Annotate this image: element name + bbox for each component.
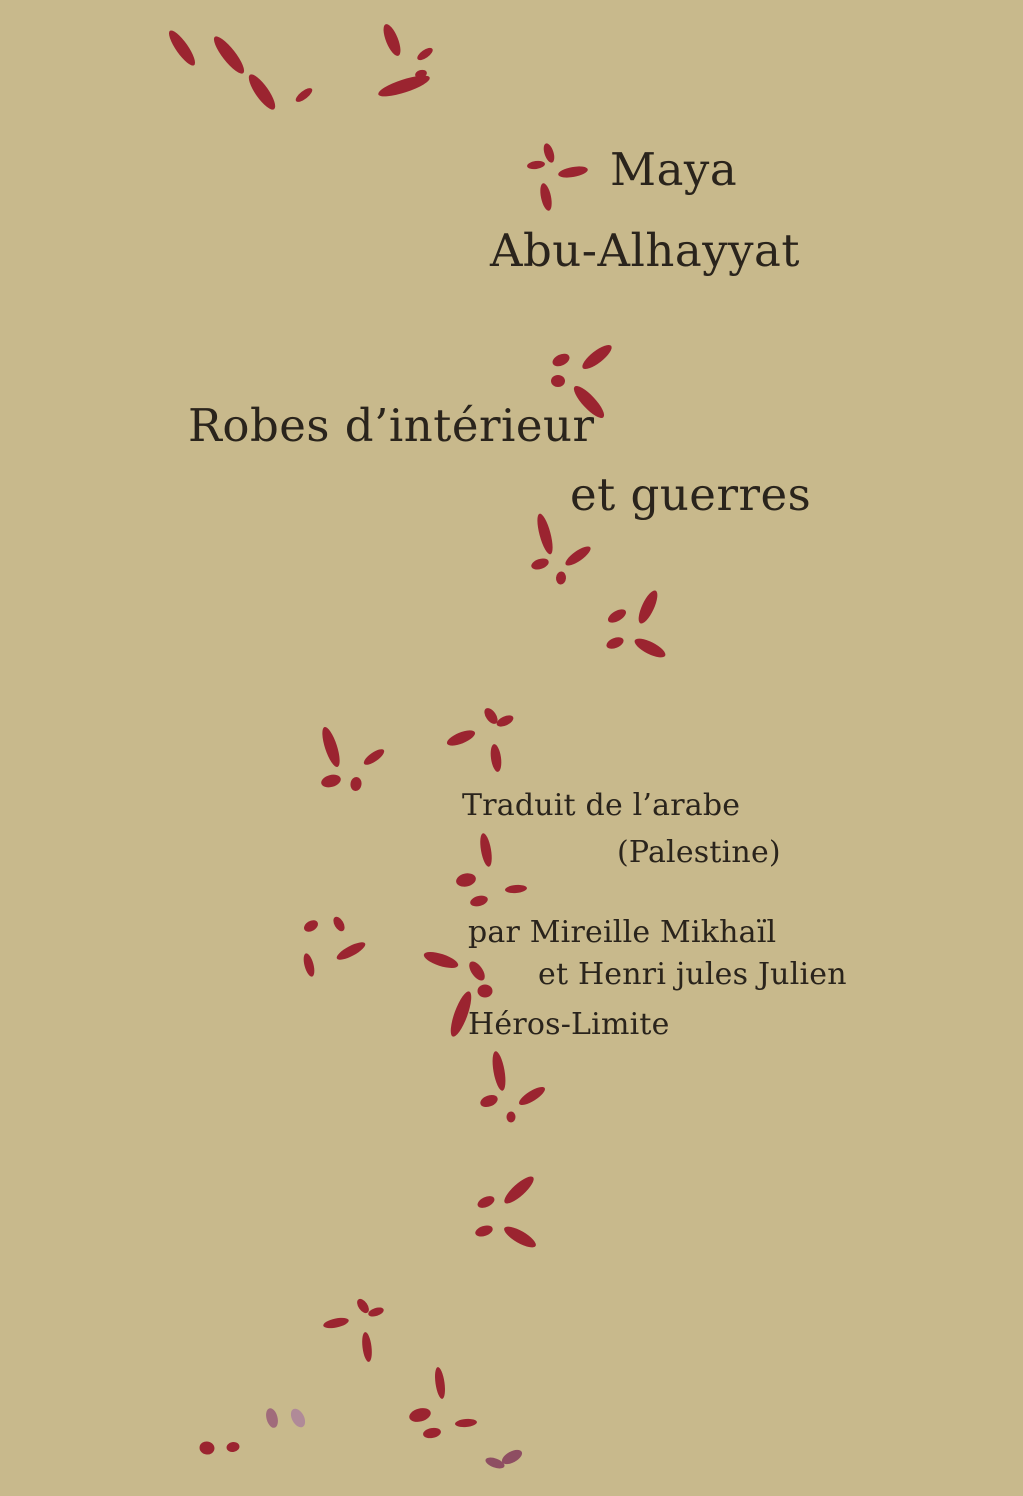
petal-mark xyxy=(551,351,572,369)
petal-mark xyxy=(557,164,588,179)
petal-mark xyxy=(478,832,494,867)
petal-mark xyxy=(495,713,515,729)
petal-mark xyxy=(455,1418,478,1428)
petal-mark xyxy=(433,1367,446,1400)
petal-mark xyxy=(422,949,460,972)
petal-mark xyxy=(542,142,557,164)
petal-mark xyxy=(415,46,434,63)
petal-mark xyxy=(555,571,566,585)
petal-mark xyxy=(632,635,668,661)
petal-mark xyxy=(489,743,503,772)
petal-mark xyxy=(517,1084,548,1108)
petal-mark xyxy=(361,1332,374,1363)
petal-mark xyxy=(563,543,593,568)
petal-mark xyxy=(376,71,431,100)
petal-mark xyxy=(501,1173,537,1207)
petal-mark xyxy=(551,375,565,387)
petal-mark xyxy=(380,22,404,58)
petal-mark xyxy=(302,952,317,978)
petal-mark xyxy=(605,635,625,651)
petal-mark xyxy=(469,894,489,908)
petal-mark xyxy=(350,776,363,791)
petal-mark xyxy=(445,727,477,748)
petal-mark xyxy=(530,556,550,571)
book-title-line2: et guerres xyxy=(570,468,812,521)
petal-mark xyxy=(288,1406,308,1429)
petal-mark xyxy=(507,1112,516,1123)
petal-mark xyxy=(362,746,387,767)
petal-mark xyxy=(534,512,555,555)
petal-mark xyxy=(635,588,661,626)
petal-mark xyxy=(490,1050,508,1091)
petal-mark xyxy=(474,1223,494,1238)
petal-mark xyxy=(476,1194,497,1211)
petal-mark xyxy=(320,773,342,790)
petal-mark xyxy=(501,1223,538,1251)
petal-mark xyxy=(527,160,546,170)
petal-mark xyxy=(367,1306,385,1319)
petal-mark xyxy=(210,33,249,77)
petal-mark xyxy=(264,1407,280,1429)
petal-mark xyxy=(226,1441,241,1453)
translator-names-line2: et Henri jules Julien xyxy=(538,957,847,992)
petal-mark xyxy=(422,1427,441,1440)
translation-credit-line1: Traduit de l’arabe xyxy=(462,788,741,823)
petal-mark xyxy=(165,27,199,68)
petal-mark xyxy=(331,915,347,933)
petal-mark xyxy=(302,918,320,934)
petal-mark xyxy=(335,939,368,963)
petal-mark xyxy=(484,1455,506,1470)
petal-mark xyxy=(319,725,343,769)
petal-mark xyxy=(245,71,280,113)
translation-credit-line2: (Palestine) xyxy=(617,835,781,870)
petal-mark xyxy=(294,86,315,105)
publisher-name: Héros-Limite xyxy=(468,1007,670,1042)
petal-mark xyxy=(479,1093,500,1109)
petal-mark xyxy=(505,884,528,894)
petal-mark xyxy=(198,1440,215,1455)
petal-mark xyxy=(579,341,615,373)
book-title-line1: Robes d’intérieur xyxy=(188,399,595,452)
petal-mark xyxy=(322,1316,349,1330)
author-name-line1: Maya xyxy=(610,143,738,196)
author-name-line2: Abu-Alhayyat xyxy=(490,224,800,277)
translator-names-line1: par Mireille Mikhaïl xyxy=(468,915,777,950)
petal-mark xyxy=(466,959,488,983)
petal-mark xyxy=(408,1406,433,1424)
petal-mark xyxy=(478,985,493,998)
petal-mark xyxy=(606,607,628,626)
petal-mark xyxy=(455,872,477,889)
petal-mark xyxy=(538,182,554,211)
